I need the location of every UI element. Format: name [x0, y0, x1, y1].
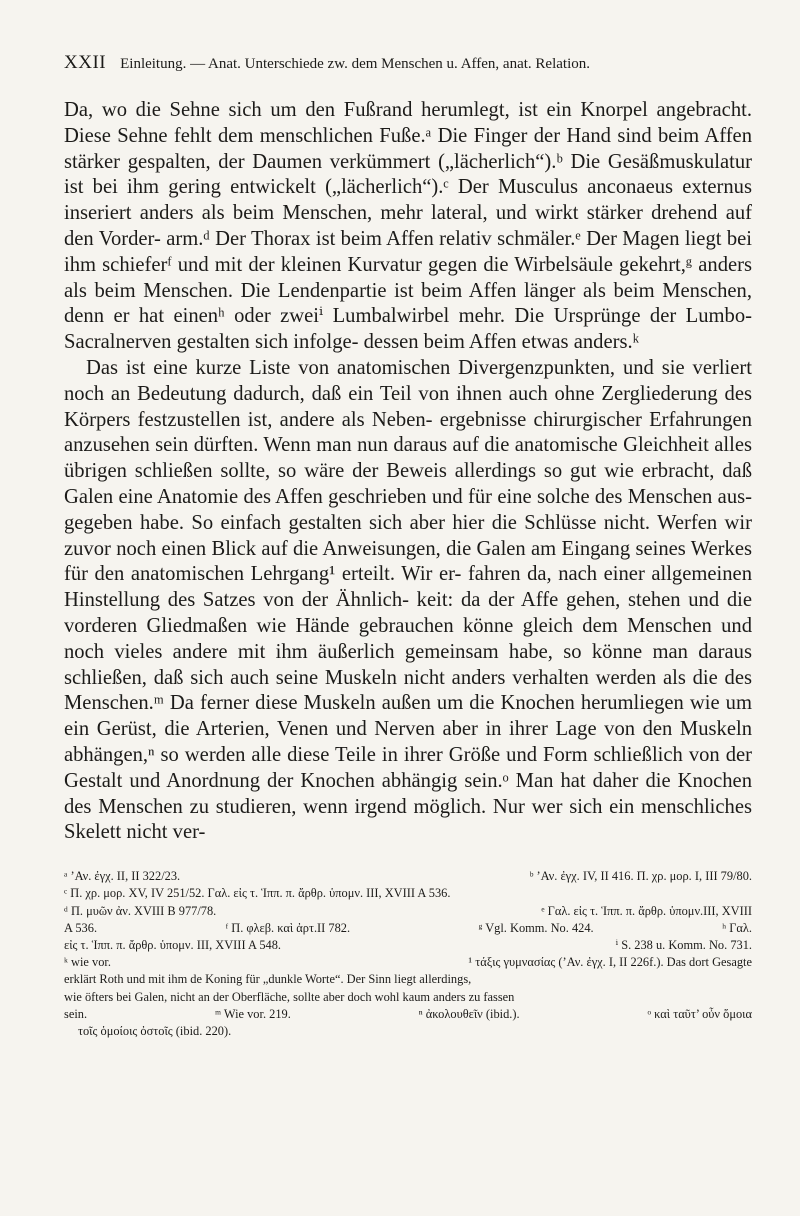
footnote-c: ᶜ Π. χρ. μορ. XV, IV 251/52. Γαλ. εἰς τ. Ἱππ. π. ἄρθρ. ὑπομν. III, XVIII A 536. — [64, 886, 451, 901]
footnote-h: ʰ Γαλ. — [722, 920, 752, 935]
paragraph-1: Da, wo die Sehne sich um den Fußrand herumlegt, ist ein Knorpel angebracht. Diese Sehne fehlt dem menschlichen Fuße.ᵃ Die Finger der Hand sind beim Affen stärker gespalten, der Daumen verkümmert („lächerlich“).ᵇ Die Gesäßmuskulatur ist bei ihm gering entwickelt („lächerlich“).ᶜ Der Musculus anconaeus externus inseriert anders als beim Menschen, mehr lateral, und wirkt stärker drehend auf den Vorder- arm.ᵈ Der Thorax ist beim Affen relativ schmäler.ᵉ Der Magen liegt bei ihm schieferᶠ und mit der kleinen Kurvatur gegen die Wirbelsäule gekehrt,ᵍ anders als beim Menschen. Die Lendenpartie ist beim Affen länger als beim Menschen, denn er hat einenʰ oder zweiⁱ Lumbalwirbel mehr. Die Ursprünge der Lumbo-Sacralnerven gestalten sich infolge- dessen beim Affen etwas anders.ᵏ — [64, 99, 752, 354]
footnote-e-cont: A 536. — [64, 920, 98, 935]
footnote-a: ᵃ ’Αν. ἐγχ. II, II 322/23. — [64, 869, 181, 884]
footnote-line — [64, 937, 752, 954]
footnote-d: ᵈ Π. μυῶν ἀν. XVIII B 977/78. — [64, 903, 217, 918]
footnote-line — [64, 903, 752, 920]
footnote-l: ¹ τάξις γυμνασίας (’Αν. ἐγχ. I, II 226f.). Das dort Gesagte — [468, 955, 752, 970]
running-title: Einleitung. — Anat. Unterschiede zw. dem Menschen u. Affen, anat. Relation. — [120, 56, 590, 72]
page-number: XXII — [64, 52, 107, 73]
footnote-k: ᵏ wie vor. — [64, 955, 111, 970]
footnote-m: ᵐ Wie vor. 219. — [214, 1006, 291, 1021]
footnote-o-cont: τοῖς ὁμοίοις ὀστοῖς (ibid. 220). — [78, 1023, 232, 1038]
footnote-l-end: sein. — [64, 1006, 88, 1021]
footnote-line — [64, 1006, 752, 1023]
footnote-f: ᶠ Π. φλεβ. καὶ ἀρτ.II 782. — [225, 920, 351, 935]
footnotes — [64, 868, 752, 1040]
footnote-h-cont: εἰς τ. Ἱππ. π. ἄρθρ. ὑπομν. III, XVIII A 548. — [64, 937, 282, 952]
footnote-e: ᵉ Γαλ. εἰς τ. Ἱππ. π. ἄρθρ. ὑπομν.III, XVIII — [541, 903, 752, 918]
book-page — [64, 52, 752, 1040]
footnote-b: ᵇ ’Αν. ἐγχ. IV, II 416. Π. χρ. μορ. I, III 79/80. — [529, 869, 752, 884]
footnote-l-cont: erklärt Roth und mit ihm de Koning für „dunkle Worte“. Der Sinn liegt allerdings, — [64, 972, 472, 987]
footnote-o: ᵒ καὶ ταῦτ’ οὖν ὅμοια — [647, 1006, 752, 1021]
footnote-line — [64, 920, 752, 937]
running-head — [64, 52, 752, 74]
footnote-i: ⁱ S. 238 u. Komm. No. 731. — [615, 937, 752, 952]
footnote-line — [64, 868, 752, 885]
footnote-l-cont: wie öfters bei Galen, nicht an der Oberfläche, sollte aber doch wohl kaum anders zu fassen — [64, 989, 515, 1004]
footnote-n: ⁿ ἀκολουθεῖν (ibid.). — [418, 1006, 520, 1021]
footnote-line — [64, 954, 752, 971]
paragraph-2: Das ist eine kurze Liste von anatomischen Divergenzpunkten, und sie verliert noch an Bedeutung dadurch, daß ein Teil von ihnen auch ohne Zergliederung des Körpers festzustellen ist, andere als Neben- ergebnisse chirurgischer Erfahrungen anzusehen sein dürften. Wenn man nun daraus auf die anatomische Gleichheit alles übrigen schließen sollte, so wäre der Beweis allerdings so gut wie erbracht, daß Galen eine Anatomie des Affen geschrieben und für eine solche des Menschen aus- gegeben habe. So einfach gestalten sich aber hier die Schlüsse nicht. Werfen wir zuvor noch einen Blick auf die Anweisungen, die Galen am Eingang seines Werkes für den anatomischen Lehrgang¹ erteilt. Wir er- fahren da, nach einer allgemeinen Hinstellung des Satzes von der Ähnlich- keit: da der Affe gehen, stehen und die vorderen Gliedmaßen wie Hände gebrauchen könne gleich dem Menschen und noch vieles andere mit ihm äußerlich gemeinsam habe, so könne man daraus schließen, daß sich auch seine Muskeln nicht anders verhalten werden als die des Menschen.ᵐ Da ferner diese Muskeln außen um die Knochen herumliegen wie um ein Gerüst, die Arterien, Venen und Nerven aber in ihrer Lage von den Muskeln abhängen,ⁿ so werden alle diese Teile in ihrer Größe und Form schließlich von der Gestalt und Anordnung der Knochen abhängig sein.ᵒ Man hat daher die Knochen des Menschen zu studieren, wenn irgend möglich. Nur wer sich ein menschliches Skelett nicht ver- — [64, 356, 752, 844]
body-text — [64, 98, 752, 846]
footnote-g: ᵍ Vgl. Komm. No. 424. — [478, 920, 594, 935]
